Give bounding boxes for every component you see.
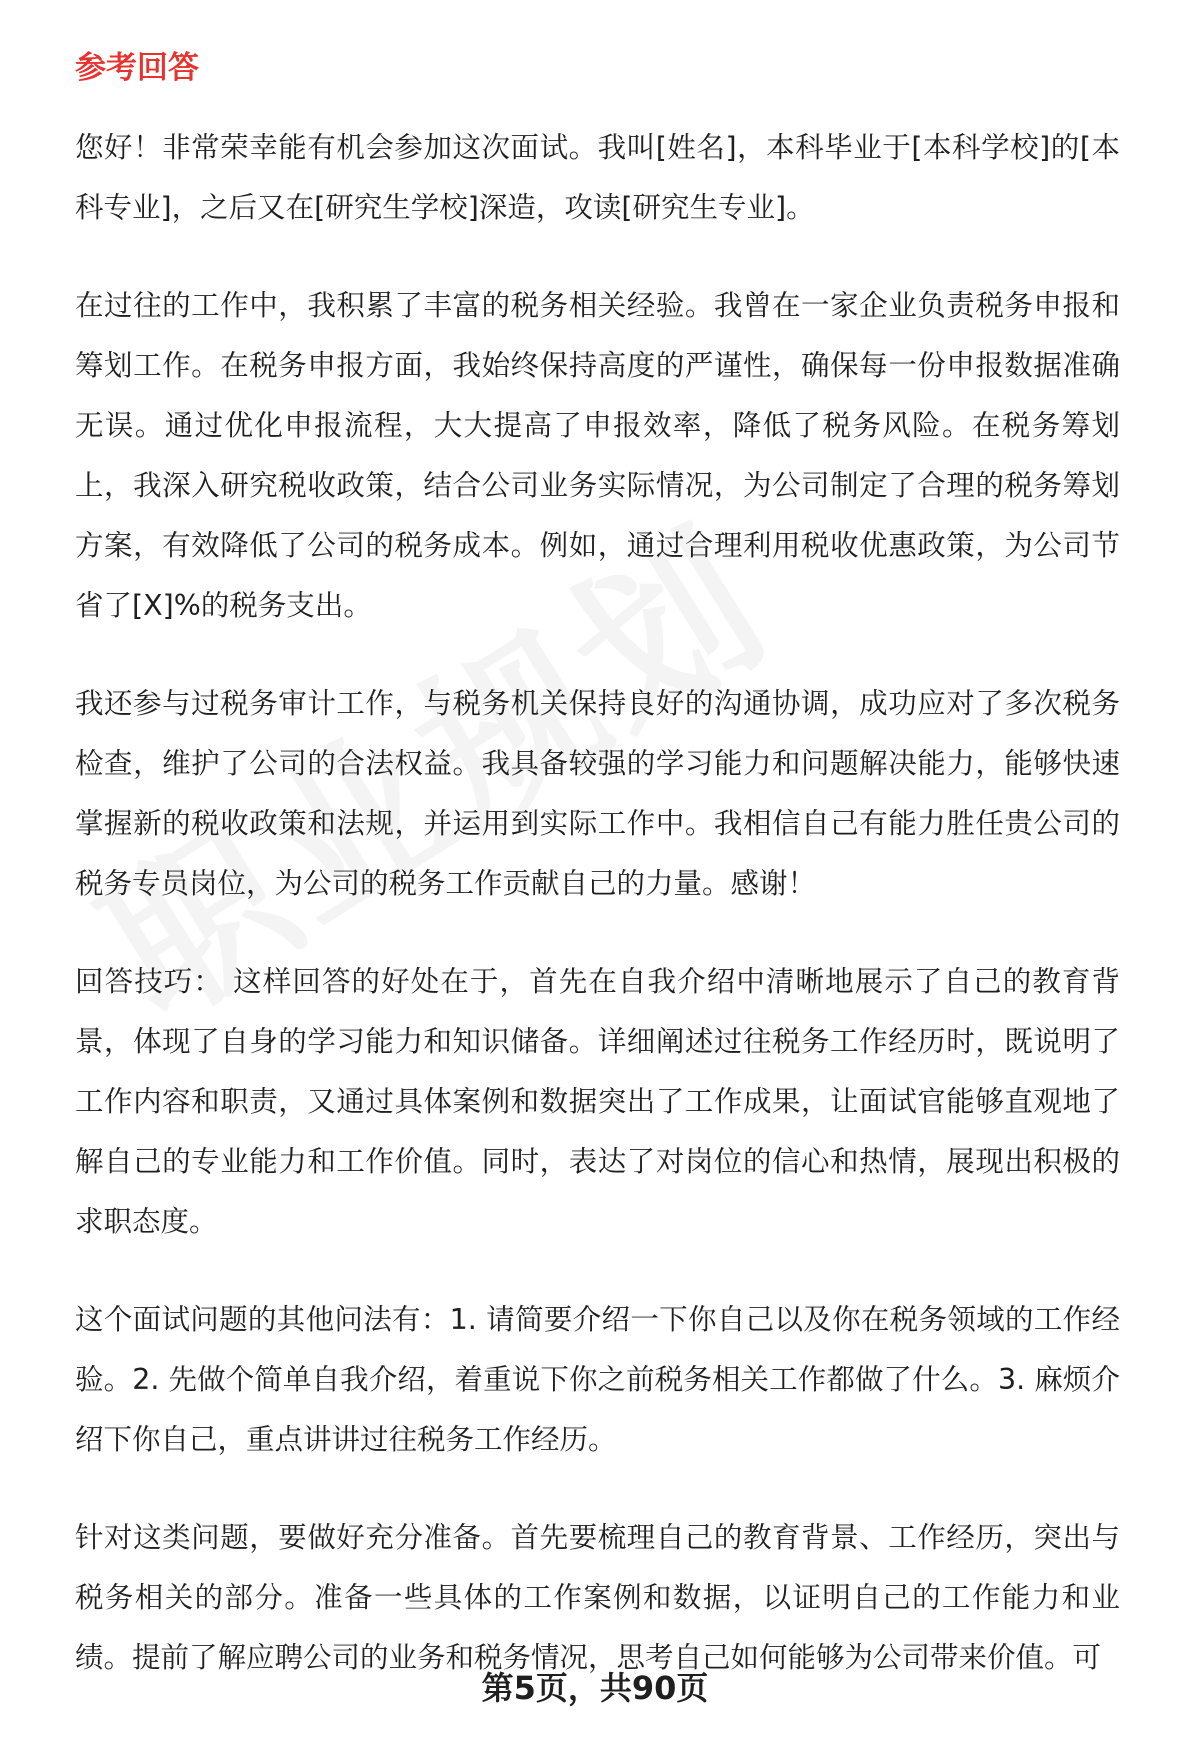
paragraph-tips: 回答技巧： 这样回答的好处在于，首先在自我介绍中清晰地展示了自己的教育背景，体现了自身的学习能力和知识储备。详细阐述过往税务工作经历时，既说明了工作内容和职责，又通过具体案例和数据突出了工作成果，让面试官能够直观地了解自己的专业能力和工作价值。同时，表达了对岗位的信心和热情，展现出积极的求职态度。 — [75, 965, 1120, 1238]
paragraph-alternatives: 这个面试问题的其他问法有：1. 请简要介绍一下你自己以及你在税务领域的工作经验。2. 先做个简单自我介绍，着重说下你之前税务相关工作都做了什么。3. 麻烦介绍下你自己，重点讲讲过往税务工作经历。 — [75, 1303, 1120, 1456]
paragraph-intro: 您好！非常荣幸能有机会参加这次面试。我叫[姓名]，本科毕业于[本科学校]的[本科专业]，之后又在[研究生学校]深造，攻读[研究生专业]。 — [75, 131, 1120, 224]
answer-body — [75, 118, 1120, 1726]
section-title: 参考回答 — [75, 50, 199, 86]
page-number: 第5页，共90页 — [481, 1669, 709, 1707]
paragraph-experience: 在过往的工作中，我积累了丰富的税务相关经验。我曾在一家企业负责税务申报和筹划工作。在税务申报方面，我始终保持高度的严谨性，确保每一份申报数据准确无误。通过优化申报流程，大大提高了申报效率，降低了税务风险。在税务筹划上，我深入研究税收政策，结合公司业务实际情况，为公司制定了合理的税务筹划方案，有效降低了公司的税务成本。例如，通过合理利用税收优惠政策，为公司节省了[X]%的税务支出。 — [75, 289, 1120, 622]
paragraph-audit: 我还参与过税务审计工作，与税务机关保持良好的沟通协调，成功应对了多次税务检查，维护了公司的合法权益。我具备较强的学习能力和问题解决能力，能够快速掌握新的税收政策和法规，并运用到实际工作中。我相信自己有能力胜任贵公司的税务专员岗位，为公司的税务工作贡献自己的力量。感谢！ — [75, 687, 1120, 900]
paragraph-preparation: 针对这类问题，要做好充分准备。首先要梳理自己的教育背景、工作经历，突出与税务相关的部分。准备一些具体的工作案例和数据，以证明自己的工作能力和业绩。提前了解应聘公司的业务和税务情况，思考自己如何能够为公司带来价值。可 — [75, 1521, 1120, 1674]
